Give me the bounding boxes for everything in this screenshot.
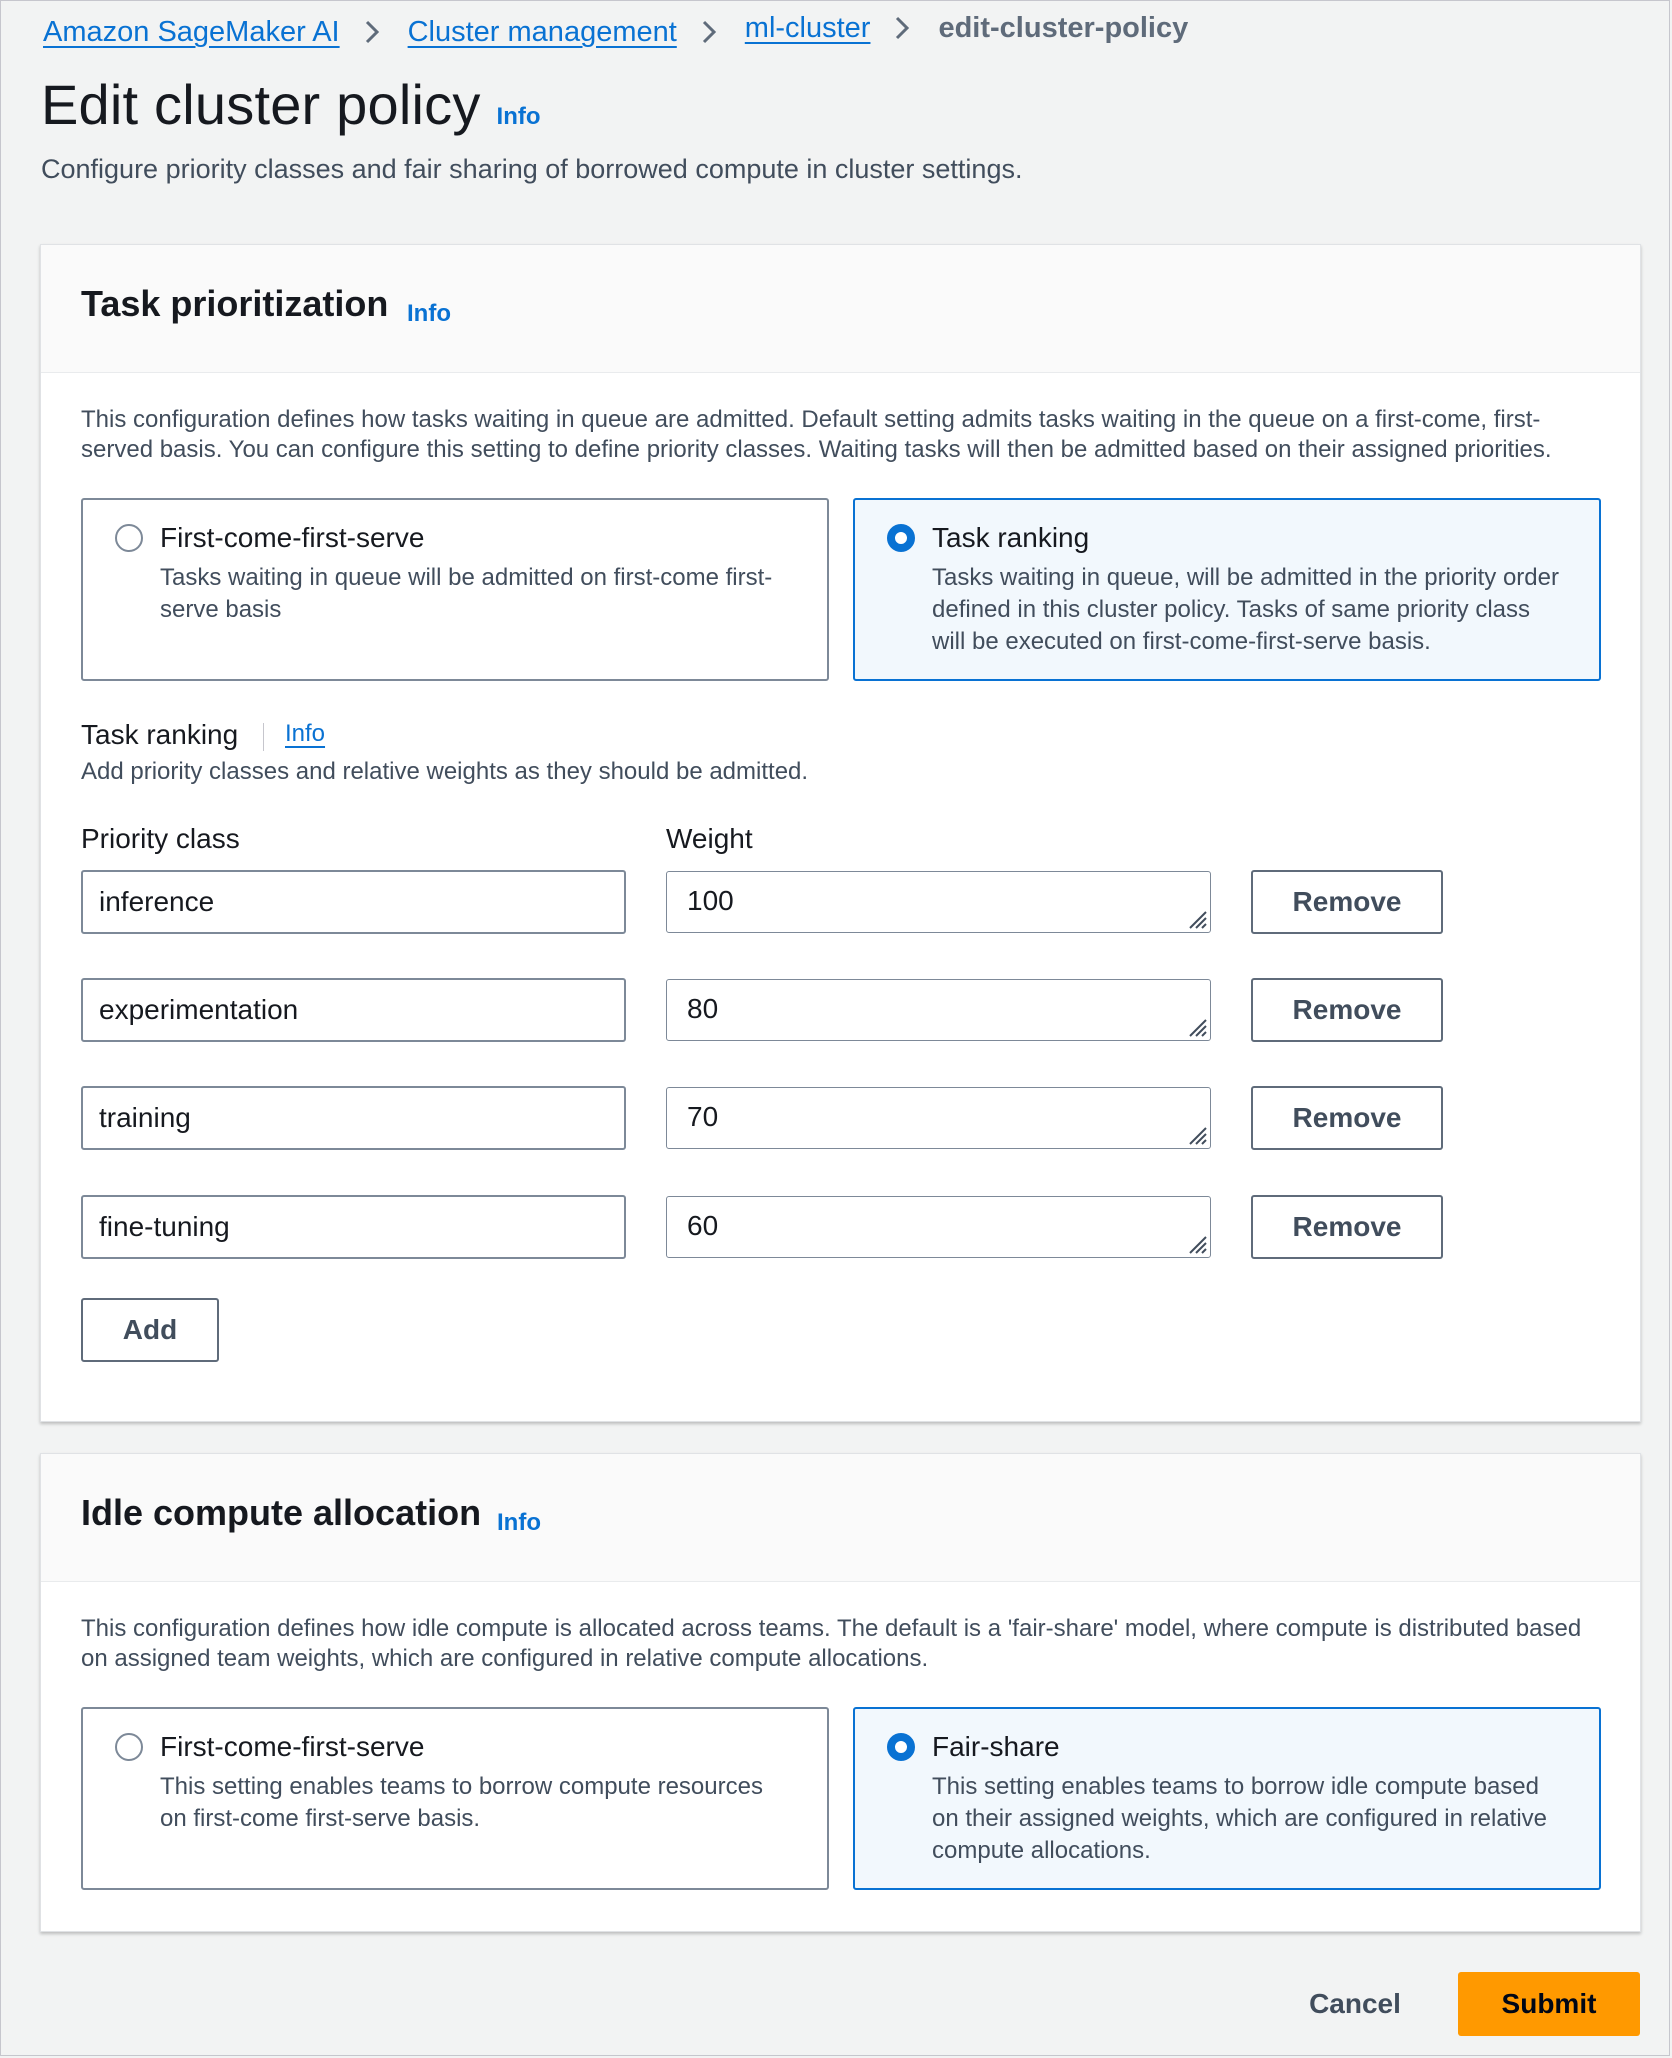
weight-value: 70 [687,1101,719,1132]
weight-input[interactable] [666,871,1211,933]
option-first-come-first-serve[interactable] [81,498,829,681]
task-ranking-description: Add priority classes and relative weights as they should be admitted. [81,758,809,785]
weight-input[interactable] [666,979,1211,1041]
weight-column-label: Weight [666,823,753,854]
radio-button[interactable] [887,1733,915,1761]
priority-class-column-label: Priority class [81,823,240,854]
priority-class-input[interactable]: training [81,1086,626,1150]
cancel-button[interactable]: Cancel [1309,1988,1401,2019]
option-task-ranking[interactable] [853,498,1601,681]
priority-class-input[interactable]: inference [81,870,626,934]
idle-compute-container [40,1453,1641,1932]
submit-button[interactable]: Submit [1458,1972,1640,2036]
radio-button[interactable] [887,524,915,552]
page-title: Edit cluster policy [41,73,481,136]
resize-handle-icon[interactable] [1184,1014,1208,1038]
breadcrumb-link-ml-cluster[interactable]: ml-cluster [744,12,871,44]
add-button[interactable]: Add [81,1298,219,1362]
priority-class-input[interactable]: fine-tuning [81,1195,626,1259]
idle-compute-description: This configuration defines how idle compute is allocated across teams. The default is a 'fair-share' model, where compute is distributed based on assigned team weights, which are configured in relative compute allocations. [81,1615,1582,1672]
breadcrumb [43,8,1188,56]
weight-value: 80 [687,993,719,1024]
option-description: This setting enables teams to borrow idle compute based on their assigned weights, which are configured in relative compute allocations. [932,1773,1548,1864]
remove-button[interactable]: Remove [1251,870,1443,934]
breadcrumb-current: edit-cluster-policy [938,12,1189,44]
resize-handle-icon[interactable] [1184,1122,1208,1146]
task-prioritization-header [41,245,1640,373]
option-description: This setting enables teams to borrow compute resources on first-come first-serve basis. [160,1773,763,1832]
task-ranking-info-link[interactable]: Info [285,720,326,747]
weight-value: 60 [687,1210,719,1241]
remove-button[interactable]: Remove [1251,978,1443,1042]
option-title: First-come-first-serve [160,522,425,553]
weight-input[interactable] [666,1196,1211,1258]
task-prioritization-title: Task prioritization [81,283,389,324]
idle-compute-title: Idle compute allocation [81,1492,482,1533]
chevron-right-icon [695,18,723,46]
task-prioritization-description: This configuration defines how tasks waiting in queue are admitted. Default setting admits tasks waiting in the queue on a first-come, first-served basis. You can configure this setting to define priority classes. Waiting tasks will then be admitted based on their assigned priorities. [81,406,1552,463]
page-description: Configure priority classes and fair sharing of borrowed compute in cluster settings. [41,154,1023,184]
option-title: First-come-first-serve [160,1731,425,1762]
resize-handle-icon[interactable] [1184,1231,1208,1255]
radio-button[interactable] [115,1733,143,1761]
option-description: Tasks waiting in queue, will be admitted in the priority order defined in this cluster policy. Tasks of same priority class will be executed on first-come-first-serve basis. [932,564,1559,655]
task-ranking-label: Task ranking [81,719,239,750]
breadcrumb-link-sagemaker[interactable]: Amazon SageMaker AI [43,16,340,48]
chevron-right-icon [888,14,916,42]
task-prioritization-container [40,244,1641,1422]
option-title: Task ranking [932,522,1090,553]
remove-button[interactable]: Remove [1251,1195,1443,1259]
weight-value: 100 [687,885,734,916]
option-description: Tasks waiting in queue will be admitted on first-come first-serve basis [160,564,773,623]
option-title: Fair-share [932,1731,1060,1762]
option-fair-share[interactable] [853,1707,1601,1890]
idle-compute-info-link[interactable]: Info [497,1509,541,1536]
weight-input[interactable] [666,1087,1211,1149]
chevron-right-icon [358,18,386,46]
resize-handle-icon[interactable] [1184,906,1208,930]
breadcrumb-link-cluster-management[interactable]: Cluster management [407,16,677,48]
page-info-link[interactable]: Info [496,103,541,130]
radio-button[interactable] [115,524,143,552]
label-divider [263,723,264,751]
remove-button[interactable]: Remove [1251,1086,1443,1150]
priority-class-input[interactable]: experimentation [81,978,626,1042]
idle-compute-header [41,1454,1640,1582]
option-first-come-first-serve[interactable] [81,1707,829,1890]
page-header [41,72,541,137]
task-prioritization-info-link[interactable]: Info [407,300,451,327]
